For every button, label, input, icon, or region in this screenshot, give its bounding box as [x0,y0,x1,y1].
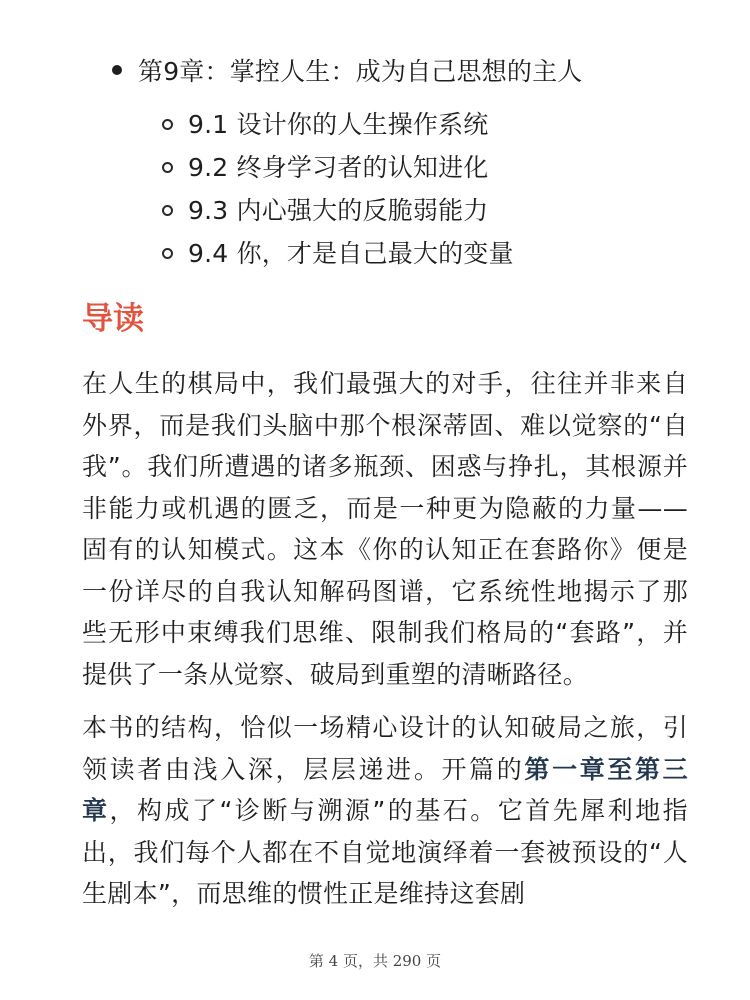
toc-section-9-3[interactable] [82,189,688,232]
intro-paragraph-1: 在人生的棋局中，我们最强大的对手，往往并非来自外界，而是我们头脑中那个根深蒂固、难以觉察的“自我”。我们所遭遇的诸多瓶颈、困惑与挣扎，其根源并非能力或机遇的匮乏，而是一种更为隐蔽的力量——固有的认知模式。这本《你的认知正在套路你》便是一份详尽的自我认知解码图谱，它系统性地揭示了那些无形中束缚我们思维、限制我们格局的“套路”，并提供了一条从觉察、破局到重塑的清晰路径。 [82,369,688,689]
toc-section-list [138,103,688,275]
table-of-contents [82,50,688,275]
toc-section-label: 9.4 你，才是自己最大的变量 [188,239,514,268]
toc-chapter-title: 第9章：掌控人生：成为自己思想的主人 [138,57,583,86]
paragraph-text: ，构成了“诊断与溯源”的基石。它首先犀利地指出，我们每个人都在不自觉地演绎着一套被预设的“人生剧本”，而思维的惯性正是维持这套剧 [82,796,688,908]
page-number-footer: 第 4 页，共 290 页 [308,952,442,970]
toc-section-9-2[interactable] [82,146,688,189]
bullet-circle-icon [162,119,173,130]
toc-section-9-1[interactable] [82,103,688,146]
emphasis-chapters-1-3: 第一章至第三章 [82,754,688,825]
toc-section-label: 9.2 终身学习者的认知进化 [188,153,489,182]
bullet-dot-icon [112,65,122,75]
bullet-circle-icon [162,205,173,216]
toc-chapter-9[interactable] [82,50,688,275]
toc-section-9-4[interactable] [82,232,688,275]
toc-section-label: 9.3 内心强大的反脆弱能力 [188,196,489,225]
toc-section-label: 9.1 设计你的人生操作系统 [188,110,489,139]
paragraph-text: 本书的结构，恰似一场精心设计的认知破局之旅，引领读者由浅入深，层层递进。开篇的 [82,713,688,784]
bullet-circle-icon [162,162,173,173]
intro-paragraph-2 [82,707,688,915]
section-heading-intro: 导读 [82,301,144,337]
bullet-circle-icon [162,248,173,259]
